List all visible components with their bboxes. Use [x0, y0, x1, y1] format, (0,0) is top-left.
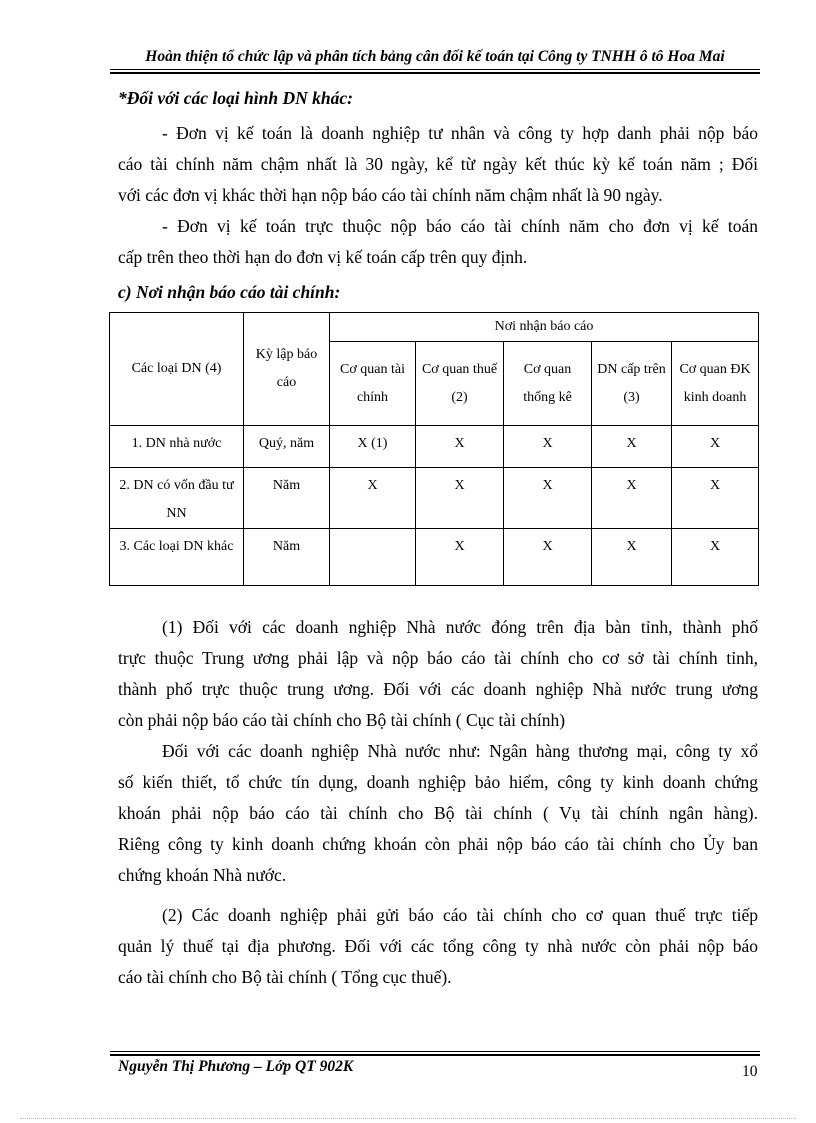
text-line: - Đơn vị kế toán trực thuộc nộp báo cáo tài chính năm cho đơn vị kế toán [162, 216, 758, 236]
footer-rule-thick [110, 1054, 760, 1056]
row-cell: X [416, 468, 504, 529]
row-cell: X [592, 426, 672, 468]
page-edge-divider [20, 1118, 796, 1119]
text-line: khoán phải nộp báo cáo tài chính cho Bộ tài chính ( Vụ tài chính ngân hàng). [118, 803, 758, 823]
header-tax-agency: Cơ quan thuế (2) [416, 342, 504, 426]
note-2 [118, 900, 758, 993]
note-1-continued [118, 736, 758, 891]
row-company-type: 3. Các loại DN khác [110, 529, 244, 586]
header-business-registration: Cơ quan ĐK kinh doanh [672, 342, 759, 426]
header-period: Kỳ lập báo cáo [244, 313, 330, 426]
header-parent-company: DN cấp trên (3) [592, 342, 672, 426]
text-line: (2) Các doanh nghiệp phải gửi báo cáo tài chính cho cơ quan thuế trực tiếp [162, 905, 758, 925]
text-line: còn phải nộp báo cáo tài chính cho Bộ tài chính ( Cục tài chính) [118, 710, 566, 730]
table-row [110, 529, 759, 586]
row-cell [330, 529, 416, 586]
header-rule-thick [110, 72, 760, 74]
text-line: số kiến thiết, tổ chức tín dụng, doanh nghiệp bảo hiểm, công ty kinh doanh chứng [118, 772, 758, 792]
row-cell: X (1) [330, 426, 416, 468]
paragraph-other-2 [118, 211, 758, 273]
running-header: Hoàn thiện tổ chức lập và phân tích bảng cân đối kế toán tại Công ty TNHH ô tô Hoa Mai [145, 48, 725, 65]
text-line: chứng khoán Nhà nước. [118, 865, 287, 885]
header-recipients-group: Nơi nhận báo cáo [330, 313, 759, 342]
row-cell: X [592, 468, 672, 529]
text-line: thành phố trực thuộc trung ương. Đối với các doanh nghiệp Nhà nước trung ương [118, 679, 758, 699]
text-line: với các đơn vị khác thời hạn nộp báo cáo tài chính năm chậm nhất là 90 ngày. [118, 185, 663, 205]
header-finance-agency: Cơ quan tài chính [330, 342, 416, 426]
row-company-type: 1. DN nhà nước [110, 426, 244, 468]
row-cell: X [672, 468, 759, 529]
note-1 [118, 612, 758, 736]
text-line: (1) Đối với các doanh nghiệp Nhà nước đóng trên địa bàn tỉnh, thành phố [162, 617, 758, 637]
header-company-type: Các loại DN (4) [110, 313, 244, 426]
footer-author: Nguyễn Thị Phương – Lớp QT 902K [118, 1058, 354, 1075]
section-heading-other: *Đối với các loại hình DN khác: [118, 88, 353, 108]
text-line: trực thuộc Trung ương phải lập và nộp báo cáo tài chính cho cơ sở tài chính tỉnh, [118, 648, 758, 668]
row-cell: X [504, 426, 592, 468]
row-cell: X [592, 529, 672, 586]
row-cell: X [416, 529, 504, 586]
row-cell: X [672, 529, 759, 586]
row-cell: X [672, 426, 759, 468]
row-period: Năm [244, 468, 330, 529]
row-cell: X [504, 468, 592, 529]
text-line: quản lý thuế tại địa phương. Đối với các tổng công ty nhà nước còn phải nộp báo [118, 936, 758, 956]
row-cell: X [330, 468, 416, 529]
text-line: Riêng công ty kinh doanh chứng khoán còn phải nộp báo cáo tài chính cho Ủy ban [118, 834, 758, 854]
row-cell: X [416, 426, 504, 468]
header-statistics-agency: Cơ quan thống kê [504, 342, 592, 426]
paragraph-other-1 [118, 118, 758, 211]
text-line: cấp trên theo thời hạn do đơn vị kế toán cấp trên quy định. [118, 247, 528, 267]
report-recipients-table [109, 312, 759, 586]
footer-rule [110, 1051, 760, 1052]
text-line: Đối với các doanh nghiệp Nhà nước như: Ngân hàng thương mại, công ty xổ [162, 741, 758, 761]
text-line: cáo tài chính năm chậm nhất là 30 ngày, kể từ ngày kết thúc kỳ kế toán năm ; Đối [118, 154, 758, 174]
table-row [110, 468, 759, 529]
table-row [110, 426, 759, 468]
text-line: - Đơn vị kế toán là doanh nghiệp tư nhân và công ty hợp danh phải nộp báo [162, 123, 758, 143]
row-cell: X [504, 529, 592, 586]
page-number: 10 [742, 1063, 758, 1080]
section-heading-c: c) Nơi nhận báo cáo tài chính: [118, 282, 341, 302]
row-period: Quý, năm [244, 426, 330, 468]
row-company-type: 2. DN có vốn đầu tư NN [110, 468, 244, 529]
text-line: cáo tài chính cho Bộ tài chính ( Tổng cục thuế). [118, 967, 452, 987]
row-period: Năm [244, 529, 330, 586]
header-rule [110, 69, 760, 70]
